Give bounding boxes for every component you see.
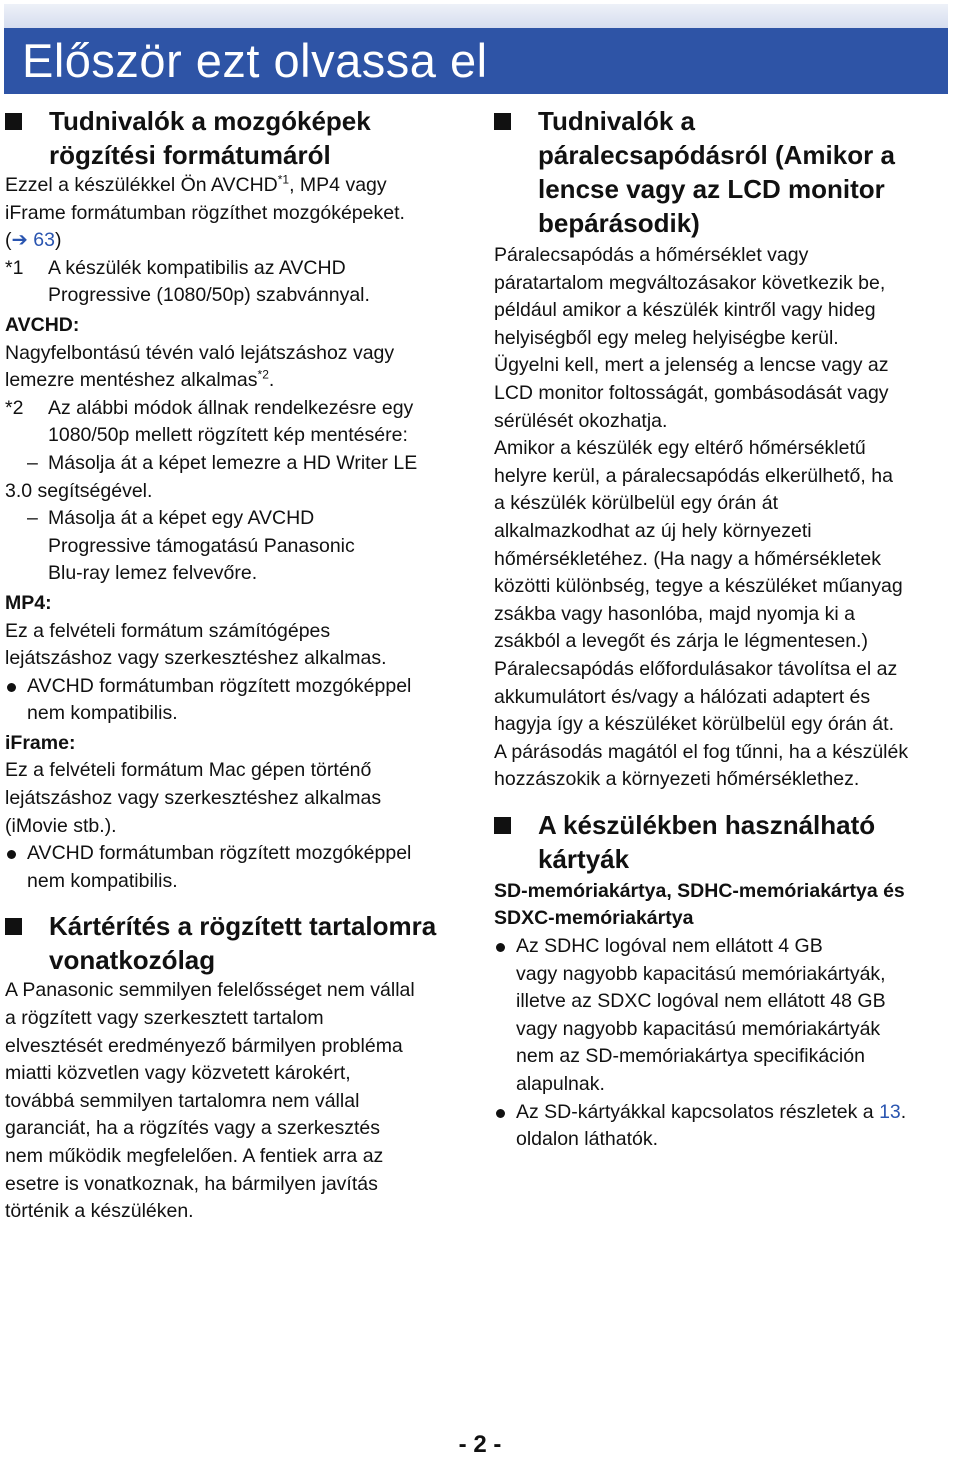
- body-line: helyiségből egy meleg helyiségbe kerül.: [494, 326, 839, 349]
- section-heading-compensation: [5, 909, 465, 977]
- body-line: elvesztését eredményező bármilyen probléma: [5, 1034, 403, 1057]
- dash-item: [5, 505, 465, 588]
- page-link[interactable]: 63: [33, 229, 55, 252]
- bullet-text: .: [900, 1100, 907, 1123]
- bullet-item: [494, 933, 949, 1099]
- bullet-text: Az SD-kártyákkal kapcsolatos részletek a: [516, 1100, 880, 1123]
- body-line: nem működik megfelelően. A fentiek arra az: [5, 1145, 384, 1167]
- bullet-item: [5, 840, 465, 895]
- condensation-body: [494, 242, 949, 794]
- bullet-item: [5, 673, 465, 728]
- body-line: zsákba vagy hasonlóba, majd nyomja ki a: [494, 602, 855, 625]
- bullet-dot-icon: [496, 1109, 505, 1118]
- dash-line: 3.0 segítségével.: [5, 479, 153, 502]
- iframe-line: (iMovie stb.).: [5, 814, 117, 837]
- section-heading-cards: [494, 808, 949, 876]
- ref-paren: ): [54, 229, 62, 252]
- heading-line: Tudnivalók a: [538, 106, 695, 136]
- card-types-subheading: SD-memóriakártya, SDHC-memóriakártya és: [494, 879, 905, 902]
- body-line: történik a készüléken.: [5, 1200, 194, 1223]
- avchd-line: [5, 367, 465, 395]
- mp4-line: lejátszáshoz vagy szerkesztéshez alkalmas.: [5, 647, 387, 670]
- square-bullet-icon: [5, 918, 22, 935]
- bullet-item: [494, 1099, 949, 1154]
- square-bullet-icon: [494, 113, 511, 130]
- left-column: [5, 104, 465, 1226]
- heading-line: vonatkozólag: [49, 945, 216, 976]
- body-line: miatti közvetlen vagy közvetett károkért,: [5, 1062, 351, 1085]
- heading-line: kártyák: [538, 843, 630, 874]
- dash-icon: –: [27, 451, 38, 474]
- footnote-key: *1: [5, 256, 24, 279]
- bullet-line: vagy nagyobb kapacitású memóriakártyák,: [516, 962, 886, 985]
- body-line: Ügyelni kell, mert a jelenség a lencse vagy az: [494, 354, 889, 377]
- card-types-subheading: SDXC-memóriakártya: [494, 907, 694, 930]
- iframe-label: iFrame:: [5, 731, 76, 754]
- compensation-body: [5, 977, 465, 1225]
- body-line: garanciát, ha a rögzítés vagy a szerkesztés: [5, 1117, 381, 1140]
- bullet-line: Az SDHC logóval nem ellátott 4 GB: [516, 935, 823, 958]
- bullet-line: vagy nagyobb kapacitású memóriakártyák: [516, 1017, 881, 1040]
- heading-line: lencse vagy az LCD monitor: [538, 174, 885, 204]
- body-line: sérülését okozhatja.: [494, 409, 668, 432]
- footnote-line: Progressive (1080/50p) szabvánnyal.: [48, 284, 370, 307]
- body-line: hozzászokik a környezeti hőmérséklethez.: [494, 768, 860, 791]
- body-line: helyre kerül, a páralecsapódás elkerülhető, ha: [494, 464, 893, 487]
- body-line: például amikor a készülék kintről vagy hideg: [494, 299, 876, 322]
- footnote-line: A készülék kompatibilis az AVCHD: [48, 256, 346, 279]
- square-bullet-icon: [5, 113, 22, 130]
- footnote-1: [5, 255, 465, 310]
- footnote-marker: *1: [277, 172, 290, 187]
- bullet-line: nem kompatibilis.: [27, 869, 178, 892]
- dash-icon: –: [27, 507, 38, 530]
- heading-line: Kártérítés a rögzített tartalomra: [49, 911, 437, 942]
- top-gradient-band: [4, 4, 948, 28]
- footnote-line: Az alábbi módok állnak rendelkezésre egy: [48, 396, 414, 419]
- ref-paren: (: [5, 229, 12, 252]
- dash-line: Blu-ray lemez felvevőre.: [48, 562, 258, 585]
- bullet-line: nem kompatibilis.: [27, 702, 178, 725]
- avchd-label: AVCHD:: [5, 313, 80, 336]
- body-line: továbbá semmilyen tartalomra nem vállal: [5, 1089, 360, 1112]
- bullet-line: illetve az SDXC logóval nem ellátott 48 GB: [516, 990, 886, 1013]
- dash-item-cont: [5, 478, 465, 506]
- body-line: hőmérsékletéhez. (Ha nagy a hőmérsékletek: [494, 547, 881, 570]
- footnote-line: 1080/50p mellett rögzített kép mentésére:: [48, 424, 408, 447]
- mp4-label: MP4:: [5, 591, 52, 614]
- body-line: A Panasonic semmilyen felelősséget nem vállal: [5, 979, 415, 1002]
- dash-item: [5, 450, 465, 478]
- body-line: LCD monitor foltosságát, gombásodását vagy: [494, 381, 889, 404]
- heading-line: A készülékben használható: [538, 809, 876, 840]
- bullet-line: nem az SD-memóriakártya specifikáción: [516, 1045, 865, 1068]
- body-line: Amikor a készülék egy eltérő hőmérsékletű: [494, 437, 866, 460]
- body-line: Páralecsapódás a hőmérséklet vagy: [494, 244, 809, 266]
- intro-text: , MP4 vagy: [289, 174, 387, 196]
- footnote-2: [5, 395, 465, 450]
- body-line: páratartalom megváltozásakor következik be,: [494, 271, 886, 294]
- body-line: hagyja így a készüléket körülbelül egy órán át.: [494, 713, 894, 736]
- page-reference: [5, 227, 465, 255]
- mp4-line: Ez a felvételi formátum számítógépes: [5, 619, 331, 642]
- arrow-right-icon: ➔: [11, 229, 28, 252]
- section-heading-formats: [5, 104, 465, 172]
- footnote-key: *2: [5, 396, 24, 419]
- heading-line: bepárásodik): [538, 208, 700, 238]
- body-line: zsákból a levegőt és zárja le légmentesen.): [494, 630, 868, 653]
- intro-line: [5, 172, 465, 200]
- bullet-line: [516, 1099, 949, 1127]
- avchd-text: .: [268, 369, 275, 392]
- right-column: [494, 104, 949, 1154]
- body-line: akkumulátort és/vagy a hálózati adaptert és: [494, 685, 871, 708]
- bullet-dot-icon: [496, 943, 505, 952]
- section-heading-condensation: [494, 104, 949, 240]
- heading-line: Tudnivalók a mozgóképek: [49, 106, 371, 136]
- body-line: alkalmazkodhat az új hely környezeti: [494, 519, 812, 542]
- intro-line: iFrame formátumban rögzíthet mozgóképeket.: [5, 201, 405, 224]
- body-line: a rögzített vagy szerkesztett tartalom: [5, 1007, 324, 1030]
- page-title: Először ezt olvassa el: [22, 34, 488, 87]
- body-line: Páralecsapódás előfordulásakor távolítsa el az: [494, 657, 898, 680]
- body-line: A párásodás magától el fog tűnni, ha a készülék: [494, 740, 909, 763]
- iframe-line: lejátszáshoz vagy szerkesztéshez alkalmas: [5, 787, 382, 810]
- body-line: a készülék körülbelül egy órán át: [494, 492, 778, 515]
- page-number: - 2 -: [458, 1431, 502, 1458]
- page-link[interactable]: 13: [879, 1100, 901, 1123]
- bullet-dot-icon: [7, 683, 16, 692]
- dash-line: Másolja át a képet lemezre a HD Writer LE: [48, 451, 418, 474]
- heading-line: páralecsapódásról (Amikor a: [538, 140, 895, 170]
- intro-text: Ezzel a készülékkel Ön AVCHD: [5, 174, 278, 196]
- body-line: esetre is vonatkoznak, ha bármilyen javítás: [5, 1172, 378, 1195]
- dash-line: Progressive támogatású Panasonic: [48, 534, 355, 557]
- title-banner: [4, 28, 948, 94]
- bullet-dot-icon: [7, 850, 16, 859]
- avchd-text: lemezre mentéshez alkalmas: [5, 369, 258, 392]
- bullet-line: alapulnak.: [516, 1073, 605, 1096]
- iframe-line: Ez a felvételi formátum Mac gépen történő: [5, 759, 372, 782]
- bullet-line: AVCHD formátumban rögzített mozgóképpel: [27, 842, 412, 865]
- avchd-line: Nagyfelbontású tévén való lejátszáshoz vagy: [5, 341, 395, 364]
- bullet-line: AVCHD formátumban rögzített mozgóképpel: [27, 674, 412, 697]
- body-line: közötti különbség, tegye a készüléket műanyag: [494, 575, 903, 598]
- bullet-line: oldalon láthatók.: [516, 1128, 659, 1151]
- dash-line: Másolja át a képet egy AVCHD: [48, 507, 315, 530]
- footnote-marker: *2: [257, 367, 269, 382]
- square-bullet-icon: [494, 817, 511, 834]
- heading-line: rögzítési formátumáról: [49, 140, 331, 170]
